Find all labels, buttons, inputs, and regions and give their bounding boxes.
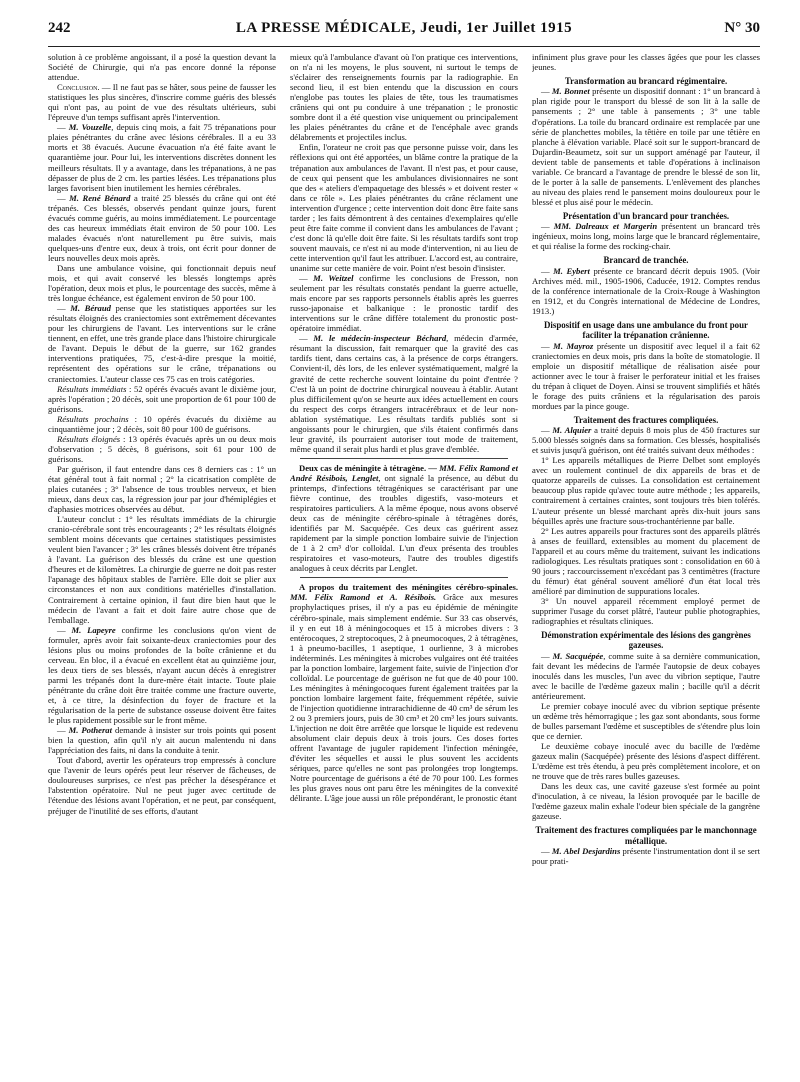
section-divider bbox=[300, 577, 508, 578]
paragraph: 2° Les autres appareils pour fractures sont des appareils plâtrés à anses de feuillard, extensibles au moment du placement de l'appareil et au cours même du traitement, suivant les indications radiologiques. Les résultats pratiques sont : consolidation en 60 à 90 jours ; raccourcissement n'excédant pas 3 centimètres (fracture du fémur) état général souvent amélioré d'un état local très amélioré par diminution de suppurations locales. bbox=[532, 525, 760, 596]
paragraph: — MM. Dalreaux et Margerin présentent un brancard très ingénieux, moins long, moins large que le brancard réglementaire, et qui réalise la forme des rocking-chair. bbox=[532, 221, 760, 252]
section-title: Dispositif en usage dans une ambulance du front pour faciliter la trépanation crânienne. bbox=[543, 319, 748, 341]
paragraph: — M. Mayroz présente un dispositif avec lequel il a fait 62 craniectomies en deux mois, pris dans la boîte de stomatologie. Il emploie un dispositif métallique de réalisation aisée pour actionner avec le tour à fraiser le perforateur initial et les fraises du trépan à cliquet de Doyen. Ainsi se trouvent simplifiés et hâtés le forage des puits crâniens et la régularisation des parois mordues par la pince gouge. bbox=[532, 340, 760, 411]
paragraph: — M. Eybert présente ce brancard décrit depuis 1905. (Voir Archives méd. mil., 1905-1906, Caducée, 1912. Comptes rendus de la conférence internationale de la Croix-Rouge à Washington en 1912, et du Congrès international de Médecine de Londres, 1913.) bbox=[532, 265, 760, 316]
column-1 bbox=[48, 52, 276, 1074]
author-name: M. Alquier bbox=[552, 425, 592, 436]
paragraph: Résultats immédiats : 52 opérés évacués avant le dixième jour, après l'opération ; 20 décès, soit une proportion de 61 pour 100 de guérisons. bbox=[48, 383, 276, 414]
paragraph: — M. Lapeyre confirme les conclusions qu'on vient de formuler, après avoir fait soixante-deux craniectomies pour des lésions plus ou moins profondes de la boîte crânienne et du cerveau. En bloc, il a évacué en excellent état au quinzième jour, les deux tiers de ses blessés, n'ayant aucun décès à enregistrer parmi les trépanés dont la dure-mère était intacte. Toute plaie pénétrante du crâne doit être traitée comme une fracture ouverte, et, à ce titre, la désinfection du foyer de fracture et la régularisation de la perte de substance osseuse doivent être faites le plus rapidement possible sur le front même. bbox=[48, 624, 276, 726]
paragraph: 3° Un nouvel appareil récemment employé permet de supprimer l'usage du corset plâtré, l'auteur publie photographies, radiographies et résultats cliniques. bbox=[532, 595, 760, 627]
section-divider bbox=[300, 458, 508, 459]
paragraph: — M. le médecin-inspecteur Béchard, médecin d'armée, résumant la discussion, fait remarquer que la gravité des cas tardifs tient, dans certains cas, à la présence de corps étrangers. Convient-il, dès lors, de les enlever systématiquement, malgré la gravité de cette recherche souvent lointaine du point d'entrée ? C'est là un point de doctrine chirurgical nouveau à établir. Autant plus difficilement qu'on se heurte aux idées actuellement en cours du respect des corps étrangers intracérébraux et de leur non-ablation systématique. Les résultats tardifs publiés sont si angoissants pour le chirurgien, que s'ils étaient confirmés dans leur gravité, ils pourraient autoriser tout mode de traitement, même quand il serait plus hardi et plus grave d'emblée. bbox=[290, 333, 518, 454]
paragraph: — M. Weitzel confirme les conclusions de Fresson, non seulement par les résultats constatés pendant la guerre actuelle, mais encore par ses rapports personnels établis après les guerres russo-japonaise et balkanique : le pronostic tardif des interventions sur le crâne diffère totalement du pronostic post-opératoire immédiat. bbox=[290, 273, 518, 334]
paragraph: L'auteur conclut : 1° les résultats immédiats de la chirurgie cranio-cérébrale sont très encourageants ; 2° les résultats éloignés semblent moins décevants que certaines statistiques pessimistes veulent bien l'avancer ; 3° les crânes blessés doivent être trépanés à l'avant. La guérison des blessés du crâne est une question d'heures et de kilomètres. La chirurgie de guerre ne doit pas rester l'apanage des hôpitaux stables de l'arrière. Elle doit se plier aux circonstances et non aux conditions matérielles d'installation. Contrairement à certaine opinion, il faut dire bien haut que le médecin de l'avant a fait et doit faire autre chose que de l'emballage. bbox=[48, 514, 276, 625]
paragraph: Deux cas de méningite à tétragène. — MM. Félix Ramond et André Résibois, Lenglet, ont signalé la présence, au début du printemps, d'infections tétragéniques se caractérisant par une fièvre continue, des troubles digestifs, vaso-moteurs et respiratoires particuliers. A la même époque, nous avons observé deux cas de méningite cérébro-spinale à tétragènes dorés, identifiés par M. Sacquépée. Ces deux cas guérirent assez rapidement par la simple ponction lombaire suivie de l'injection de 1 à 2 cm³ d'or colloïdal. L'un d'eux présenta des troubles respiratoires et vaso-moteurs, l'autre des troubles digestifs analogues à ceux décrits par Lenglet. bbox=[290, 462, 518, 574]
paragraph: — M. Béraud pense que les statistiques apportées sur les résultats éloignés des craniectomies sont extrêmement décevantes pour les chirurgiens de l'avant. Les interventions sur le crâne tiennent, en effet, une très grande place dans l'histoire chirurgicale de l'avant. Depuis le début de la guerre, sur 162 grandes interventions pratiquées, 75, c'est-à-dire presque la moitié, représentent des opérations sur le crâne, trépanations ou craniectomies. L'auteur classe ces 75 cas en trois catégories. bbox=[48, 303, 276, 384]
section-title: A propos du traitement des méningites cérébro-spinales. bbox=[299, 582, 518, 593]
paragraph: A propos du traitement des méningites cérébro-spinales. MM. Félix Ramond et A. Résibois. Grâce aux mesures prophylactiques prises, il n'y a pas eu épidémie de méningite cérébro-spinale, mais simplement endémie. Sur 33 cas observés, il y en eut 18 à méningocoques et 15 à microbes divers : 3 entérocoques, 2 streptocoques, 2 à pneumocoques, 2 à tétragènes, 1 à pneumo-bacilles, 1 aseptique, 1 ourlienne, 3 à microbes indéterminés. Les méningites à microbes vulgaires ont été traitées par la ponction lombaire, largement faite, suivie de l'injection d'or colloïdal. Le pourcentage de guérison ne fut que de 40 pour 100. Les méningites à méningocoques furent également traitées par la ponction lombaire largement faite, fréquemment répétée, suivie de l'injection quotidienne intrarachidienne de 40 cm³ de sérum les 2 ou 3 premiers jours, puis de 30 cm³ et 20 cm³ les jours suivants. L'injection ne doit être arrêtée que lorsque le liquide est redevenu absolument clair depuis deux à trois jours. Ces doses fortes offrent l'avantage de juguler rapidement l'infection méningée, d'éviter les séquelles et aussi le plus souvent les accidents sériques, parce qu'elles ne sont pas prolongées trop longtemps. Notre pourcentage de guérisons a été de 70 pour 100. Les formes les plus graves nous ont paru être les méningites de la convexité délirante. L'âge joue aussi un rôle prépondérant, le pronostic étant bbox=[290, 582, 518, 804]
section-title: Transformation au brancard régimentaire. bbox=[564, 76, 728, 87]
author-name: M. Sacquépée bbox=[552, 650, 604, 661]
author-name: MM. Félix Ramond et A. Résibois. bbox=[290, 592, 437, 603]
paragraph: Enfin, l'orateur ne croit pas que personne puisse voir, dans les réflexions qui ont été apportées, un blâme contre la pratique de la trépanation aux ambulances de l'avant. Il n'est pas, et pour cause, de ceux qui pensent que les ambulances divisionnaires ne sont que des « ateliers d'empaquetage des blessés » et doivent rester « dans ce rôle ». Les plaies pénétrantes du crâne réclament une intervention d'urgence ; cette intervention doit donc être faite sans tarder ; les faits démontrent à des centaines d'exemplaires qu'elle peut être faite comme il convient dans les ambulances de l'avant ; c'est donc là qu'elle doit être faite. Si les résultats tardifs sont trop souvent mauvais, ce n'est ni au mode d'intervention, ni au lieu de cette intervention qu'il faut les attribuer. L'accord est, au contraire, unanime sur cette manière de voir. Point n'est besoin d'insister. bbox=[290, 142, 518, 273]
paragraph: Résultats éloignés : 13 opérés évacués après un ou deux mois d'observation ; 5 décès, 8 guérisons, soit 61 pour 100 de guérisons. bbox=[48, 433, 276, 464]
paragraph: infiniment plus grave pour les classes âgées que pour les classes jeunes. bbox=[532, 52, 760, 73]
section-title: Traitement des fractures compliquées. bbox=[573, 414, 719, 425]
paragraph: — M. Vouzelle, depuis cinq mois, a fait 75 trépanations pour plaies pénétrantes du crâne avec lésions cérébrales. Il a eu 33 morts et 38 évacués. Aucune évacuation n'a été faite avant le quarantième jour. Pour lui, les interventions discrètes donnent les meilleurs résultats. Il y a avantage, dans les trépanations, à ne pas dépasser de plus de 2 cm. les parties lésées. Les trépanations plus larges favorisent bien inutilement les hernies cérébrales. bbox=[48, 122, 276, 193]
paragraph: Par guérison, il faut entendre dans ces 8 derniers cas : 1° un état général tout à fait normal ; 2° la cicatrisation complète de plaies cutanées ; 3° l'absence de tous troubles nerveux, et bien mieux, dans deux cas, la régression jour par jour d'hémiplégies et d'aphasies motrices observées au début. bbox=[48, 463, 276, 515]
author-name: M. Weitzel bbox=[313, 273, 354, 284]
paragraph: — M. Bonnet présente un dispositif donnant : 1° un brancard à plan rigide pour le transport du blessé de son lit à la salle de pansements ; 2° une table à pansements ; 3° une table d'opérations. La toile du brancard ordinaire est remplacée par une série de planchettes mobiles, la têtière en toile par une têtière en planche à élévation variable. Placé soit sur le support-brancard de Dujardin-Beaumetz, soit sur un support aménagé par l'auteur, il devient table de pansements et table d'opérations à inclinaison variable. Ce brancard a l'avantage de prendre le blessé de son lit, de le porter à la salle de pansements. L'enlèvement des planches au niveau des plaies rend le pansement moins douloureux pour le blessé et plus aisé pour le médecin. bbox=[532, 86, 760, 207]
lead-word: Résultats éloignés bbox=[57, 433, 121, 444]
lead-word: Résultats prochains bbox=[57, 413, 129, 424]
lead-word: Conclusion. bbox=[57, 82, 100, 93]
author-name: M. René Bénard bbox=[69, 192, 131, 203]
author-name: M. Lapeyre bbox=[71, 624, 116, 635]
paragraph: — M. Sacquépée, comme suite à sa dernière communication, fait devant les médecins de l'armée l'autopsie de deux cobayes inoculés dans les muscles, l'un avec du vibrion septique, l'autre avec le bacille de l'œdème gazeux malin ; bacille qu'il a décrit antérieurement. bbox=[532, 650, 760, 701]
paragraph: 1° Les appareils métalliques de Pierre Delbet sont employés avec un roulement continuel de dix appareils de bras et de quatorze appareils de cuisses. La consolidation est certainement beaucoup plus rapide qu'avec toute autre méthode ; les appareils, contrairement à certaines craintes, sont toujours très bien tolérés. L'auteur présente un blessé marchant après dix-huit jours sans béquilles après une fracture sous-trochantérienne par balle. bbox=[532, 455, 760, 526]
page-number: 242 bbox=[48, 20, 71, 36]
paragraph: Le premier cobaye inoculé avec du vibrion septique présente un œdème très hémorragique ; les gaz sont abondants, sous forme de bulles parsemant l'œdème et susceptibles de s'étendre plus loin que ce dernier. bbox=[532, 700, 760, 742]
paragraph: — M. René Bénard a traité 25 blessés du crâne qui ont été trépanés. Ces blessés, observés pendant quinze jours, furent évacués comme guéris, au moins immédiatement. Le pourcentage des cas heureux immédiats était environ de 50 pour 100. Les malades évacués n'ont naturellement pu être suivis, mais quelques-uns d'entre eux, deux à trois, ont écrit pour donner de leurs nouvelles deux mois après. bbox=[48, 192, 276, 263]
article-columns bbox=[48, 52, 764, 1074]
author-name: M. Vouzelle bbox=[68, 122, 112, 133]
paragraph: — M. Abel Desjardins présente l'instrumentation dont il se sert pour prati- bbox=[532, 846, 760, 867]
paragraph: — M. Alquier a traité depuis 8 mois plus de 450 fractures sur 5.000 blessés soignés dans sa formation. Ces blessés, hospitalisés et suivis jusqu'à guérison, ont été traités suivant deux méthodes : bbox=[532, 425, 760, 456]
author-name: M. Béraud bbox=[70, 303, 111, 314]
paragraph: mieux qu'à l'ambulance d'avant où l'on pratique ces interventions, on n'a ni les moyens, le plus souvent, ni surtout le temps de s'éclairer des renseignements fournis par la radiographie. En second lieu, il est bien entendu que la discussion en cours n'englobe pas toutes les plaies de tête, tous les traumatismes crâniens qui ont pu conduire à une trépanation ; le pronostic sombre dont il a été question vise uniquement ou principalement les plaies pénétrantes du crâne et de l'encéphale avec grands délabrements et projectiles inclus. bbox=[290, 52, 518, 143]
page-header bbox=[48, 20, 760, 47]
section-title: Deux cas de méningite à tétragène. bbox=[299, 462, 427, 473]
paragraph: Résultats prochains : 10 opérés évacués du dixième au cinquantième jour ; 2 décès, soit 80 pour 100 de guérisons. bbox=[48, 413, 276, 434]
author-name: M. le médecin-inspecteur Béchard bbox=[313, 333, 447, 344]
paragraph: Dans les deux cas, une cavité gazeuse s'est formée au point d'inoculation, à ce niveau, la lésion provoquée par le bacille de l'œdème gazeux malin exhale l'odeur bien spéciale de la gangrène gazeuse. bbox=[532, 781, 760, 822]
paragraph: Dans une ambulance voisine, qui fonctionnait depuis neuf mois, et qui avait conservé les blessés longtemps après l'opération, deux mois et plus, le pourcentage des succès, même à très longue échéance, est également environ de 50 pour 100. bbox=[48, 262, 276, 304]
column-2 bbox=[290, 52, 518, 1074]
journal-title: LA PRESSE MÉDICALE, Jeudi, 1er Juillet 1915 bbox=[235, 20, 573, 36]
section-title: Présentation d'un brancard pour tranchées. bbox=[562, 210, 730, 221]
lead-word: Résultats immédiats bbox=[57, 383, 127, 394]
author-name: MM. Dalreaux et Margerin bbox=[553, 221, 658, 232]
paragraph: — M. Potherat demande à insister sur trois points qui posent bien la question, afin qu'il n'y ait aucun malentendu ni dans l'appréciation des faits, ni dans la conduite à tenir. bbox=[48, 725, 276, 756]
paragraph: Conclusion. — Il ne faut pas se hâter, sous peine de fausser les statistiques les plus sincères, d'inscrire comme guéris des blessés qui n'ont pas, au point de vue des résultats ultérieurs, subi l'épreuve d'un temps suffisant après l'intervention. bbox=[48, 82, 276, 123]
author-name: M. Potherat bbox=[68, 725, 112, 736]
author-name: M. Mayroz bbox=[553, 340, 594, 351]
author-name: — MM. Félix Ramond et André Résibois, Lenglet bbox=[290, 462, 518, 483]
issue-number: N° 30 bbox=[724, 20, 760, 36]
paragraph: Tout d'abord, avertir les opérateurs trop empressés à conclure que l'avenir de leurs opérés peut leur réserver de fâcheuses, de douloureuses surprises, ce n'est pas prêcher la désespérance et l'abstention opératoire. Nul ne peut juger avec certitude de l'étendue des lésions avant l'opération, et ne peut, par conséquent, préjuger de l'inutilité de ses efforts, d'autant bbox=[48, 755, 276, 816]
author-name: M. Eybert bbox=[553, 265, 590, 276]
section-title: Brancard de tranchée. bbox=[603, 255, 689, 266]
section-title: Démonstration expérimentale des lésions des gangrènes gazeuses. bbox=[541, 630, 751, 651]
section-title: Traitement des fractures compliquées par le manchonnage métallique. bbox=[535, 825, 757, 846]
author-name: M. Abel Desjardins bbox=[551, 846, 621, 857]
column-3 bbox=[532, 52, 760, 1074]
author-name: M. Bonnet bbox=[551, 86, 590, 97]
paragraph: Le deuxième cobaye inoculé avec du bacille de l'œdème gazeux malin (Sacquépée) présente des lésions d'aspect différent. L'œdème est très étendu, à peu près complètement incolore, et on ne trouve que de très rares bulles gazeuses. bbox=[532, 741, 760, 782]
paragraph: solution à ce problème angoissant, il a posé la question devant la Société de Chirurgie, qui n'a pas encore donné la réponse attendue. bbox=[48, 52, 276, 83]
